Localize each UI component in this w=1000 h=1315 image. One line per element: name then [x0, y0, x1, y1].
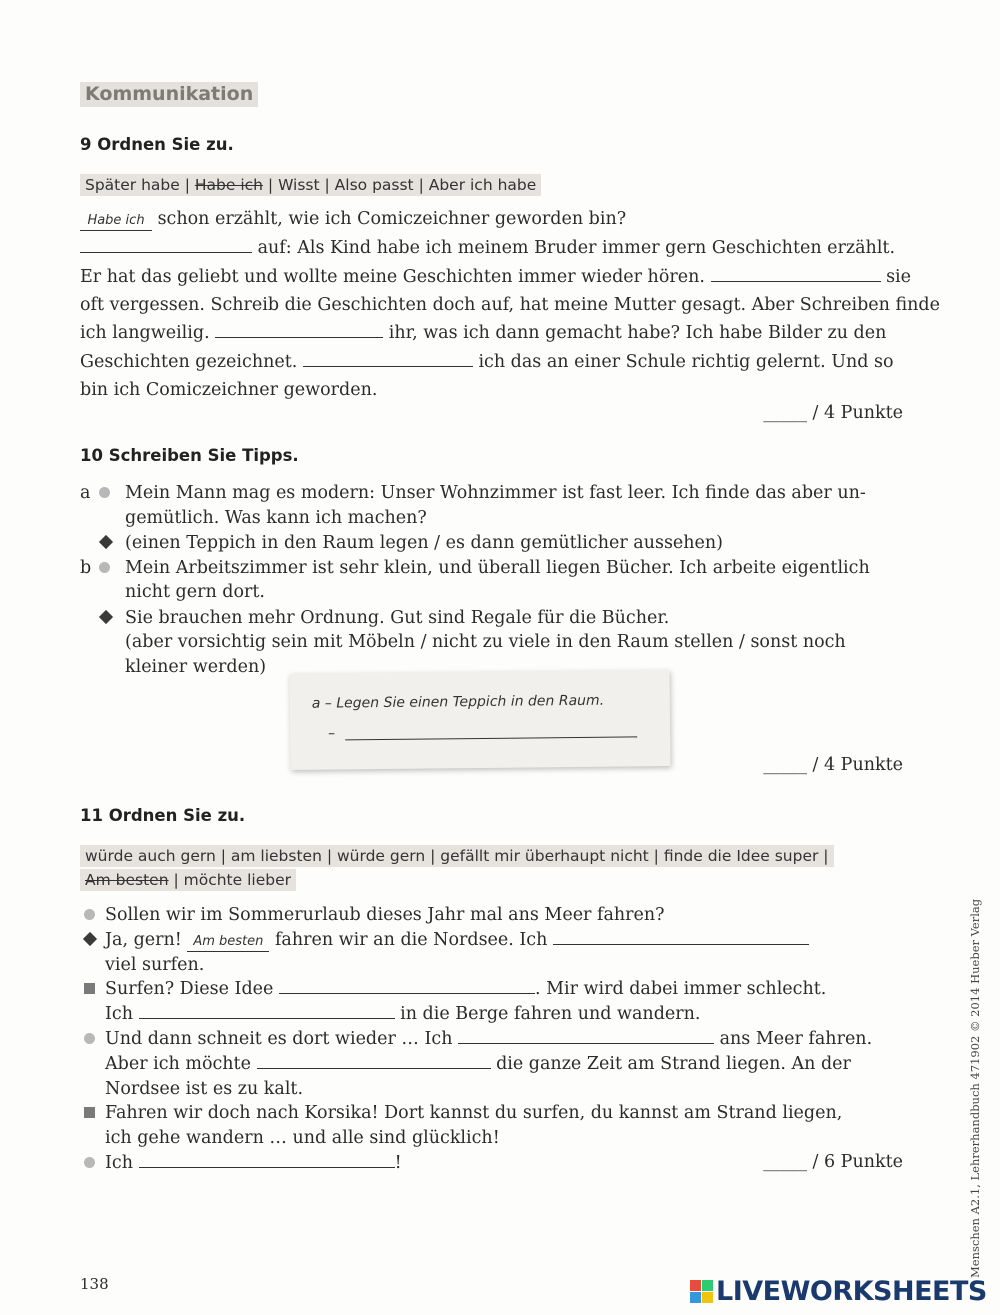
exercise-11-word-box-2 — [80, 869, 296, 891]
text-line — [80, 265, 911, 289]
text-segment: Surfen? Diese Idee — [105, 979, 279, 999]
hint-line: kleiner werden) — [125, 657, 267, 677]
item-a-label: a — [80, 483, 91, 503]
exercise-11-word-box: würde auch gern | am liebsten | würde gern | gefällt mir überhaupt nicht | finde die Idee super | — [80, 845, 834, 867]
speaker-square-icon — [84, 1107, 95, 1118]
exercise-10-score: _____ / 4 Punkte — [763, 755, 903, 775]
side-credit: Menschen A2.1, Lehrerhandbuch 471902 © 2014 Hueber Verlag — [968, 898, 982, 1278]
gap-4[interactable] — [303, 350, 473, 367]
gap-2[interactable] — [711, 265, 881, 282]
exercise-9-score: _____ / 4 Punkte — [763, 403, 903, 423]
text-line: nicht gern dort. — [125, 582, 265, 602]
speaker-diamond-icon — [83, 932, 97, 946]
text-segment: ! — [394, 1153, 402, 1173]
speaker-square-icon — [84, 983, 95, 994]
text-segment: ich das an einer Schule richtig gelernt. Und so — [472, 352, 894, 372]
speaker-diamond-icon — [99, 535, 113, 549]
text-segment: Und dann schneit es dort wieder … Ich — [105, 1029, 459, 1049]
text-segment: fahren wir an die Nordsee. Ich — [269, 930, 553, 950]
text-line: Mein Mann mag es modern: Unser Wohnzimmer ist fast leer. Ich finde das aber un- — [125, 483, 866, 503]
speaker-dot-icon — [84, 1157, 95, 1168]
text-segment: Ja, gern! — [105, 930, 188, 950]
dialogue-line: Sollen wir im Sommerurlaub dieses Jahr mal ans Meer fahren? — [105, 905, 665, 925]
section-title: Kommunikation — [80, 82, 258, 107]
text-segment: schon erzählt, wie ich Comiczeichner geworden bin? — [152, 209, 627, 229]
text-line — [80, 207, 626, 231]
exercise-9-heading: 9 Ordnen Sie zu. — [80, 135, 234, 154]
dialogue-line — [105, 928, 809, 952]
note-example-answer: a – Legen Sie einen Teppich in den Raum. — [311, 692, 605, 712]
text-segment: ihr, was ich dann gemacht habe? Ich habe Bilder zu den — [383, 323, 887, 343]
text-segment: Aber ich möchte — [105, 1054, 257, 1074]
text-line: Sie brauchen mehr Ordnung. Gut sind Regale für die Bücher. — [125, 608, 670, 628]
gap-1[interactable] — [80, 236, 252, 253]
logo-mark-icon — [690, 1280, 713, 1303]
gap-5[interactable] — [553, 928, 809, 945]
text-segment: in die Berge fahren und wandern. — [394, 1004, 701, 1024]
dialogue-line: Nordsee ist es zu kalt. — [105, 1079, 304, 1099]
gap-10[interactable] — [139, 1151, 395, 1168]
dialogue-line: Fahren wir doch nach Korsika! Dort kannst du surfen, du kannst am Strand liegen, — [105, 1103, 843, 1123]
note-dash: – — [328, 725, 336, 742]
dialogue-line: viel surfen. — [105, 955, 205, 975]
word-option-used: Am besten — [85, 871, 169, 889]
text-segment: die ganze Zeit am Strand liegen. An der — [490, 1054, 851, 1074]
word-option: | möchte lieber — [168, 871, 291, 889]
dialogue-line — [105, 1052, 851, 1076]
page-number: 138 — [80, 1275, 109, 1293]
dialogue-line — [105, 1027, 872, 1051]
word-separator: | — [262, 176, 279, 194]
gap-6[interactable] — [279, 977, 535, 994]
example-answer: Habe ich — [80, 212, 152, 231]
text-line — [80, 321, 886, 345]
text-segment: oft vergessen. Schreib die Geschichten doch auf, hat meine Mutter gesagt. Aber Schreiben finde — [80, 295, 940, 315]
text-segment: sie — [880, 267, 911, 287]
text-segment: Ich — [105, 1004, 139, 1024]
text-segment: bin ich Comiczeichner geworden. — [80, 380, 378, 400]
text-line: Mein Arbeitszimmer ist sehr klein, und überall liegen Bücher. Ich arbeite eigentlich — [125, 558, 870, 578]
text-line — [80, 350, 894, 374]
answer-note-card — [290, 670, 671, 770]
word-option: Aber ich habe — [428, 176, 537, 194]
text-line — [80, 236, 895, 260]
example-answer: Am besten — [187, 933, 269, 952]
word-option: Also passt — [334, 176, 414, 194]
text-line — [80, 293, 940, 317]
text-segment: auf: Als Kind habe ich meinem Bruder immer gern Geschichten erzählt. — [252, 238, 896, 258]
gap-8[interactable] — [458, 1027, 714, 1044]
word-separator: | — [179, 176, 195, 194]
speaker-diamond-icon — [99, 610, 113, 624]
dialogue-line — [105, 1151, 402, 1175]
dialogue-line: ich gehe wandern … und alle sind glücklich! — [105, 1128, 500, 1148]
text-segment: Geschichten gezeichnet. — [80, 352, 303, 372]
note-answer-field[interactable] — [345, 736, 637, 740]
liveworksheets-logo — [690, 1276, 987, 1307]
item-b-label: b — [80, 558, 92, 578]
speaker-dot-icon — [99, 487, 110, 498]
speaker-dot-icon — [99, 562, 110, 573]
text-segment: ans Meer fahren. — [714, 1029, 873, 1049]
dialogue-line — [105, 1002, 700, 1026]
word-option: Wisst — [278, 176, 320, 194]
word-option: Später habe — [85, 176, 180, 194]
word-separator: | — [319, 176, 335, 194]
text-segment: ich langweilig. — [80, 323, 216, 343]
hint-line: (aber vorsichtig sein mit Möbeln / nicht zu viele in den Raum stellen / sonst noch — [125, 632, 846, 652]
text-segment: . Mir wird dabei immer schlecht. — [534, 979, 827, 999]
text-line — [80, 378, 377, 402]
gap-9[interactable] — [257, 1052, 491, 1069]
word-separator: | — [413, 176, 429, 194]
exercise-11-score: _____ / 6 Punkte — [763, 1152, 903, 1172]
text-line: gemütlich. Was kann ich machen? — [125, 508, 427, 528]
gap-7[interactable] — [139, 1002, 395, 1019]
logo-text: LIVEWORKSHEETS — [716, 1276, 987, 1307]
exercise-10-heading: 10 Schreiben Sie Tipps. — [80, 446, 299, 465]
text-segment: Er hat das geliebt und wollte meine Geschichten immer wieder hören. — [80, 267, 711, 287]
speaker-dot-icon — [84, 1033, 95, 1044]
exercise-11-heading: 11 Ordnen Sie zu. — [80, 806, 246, 825]
exercise-9-word-box — [80, 174, 541, 196]
speaker-dot-icon — [84, 909, 95, 920]
text-segment: Ich — [105, 1153, 139, 1173]
dialogue-line — [105, 977, 826, 1001]
gap-3[interactable] — [215, 321, 383, 338]
word-option-used: Habe ich — [194, 176, 263, 194]
hint-line: (einen Teppich in den Raum legen / es dann gemütlicher aussehen) — [125, 533, 724, 553]
